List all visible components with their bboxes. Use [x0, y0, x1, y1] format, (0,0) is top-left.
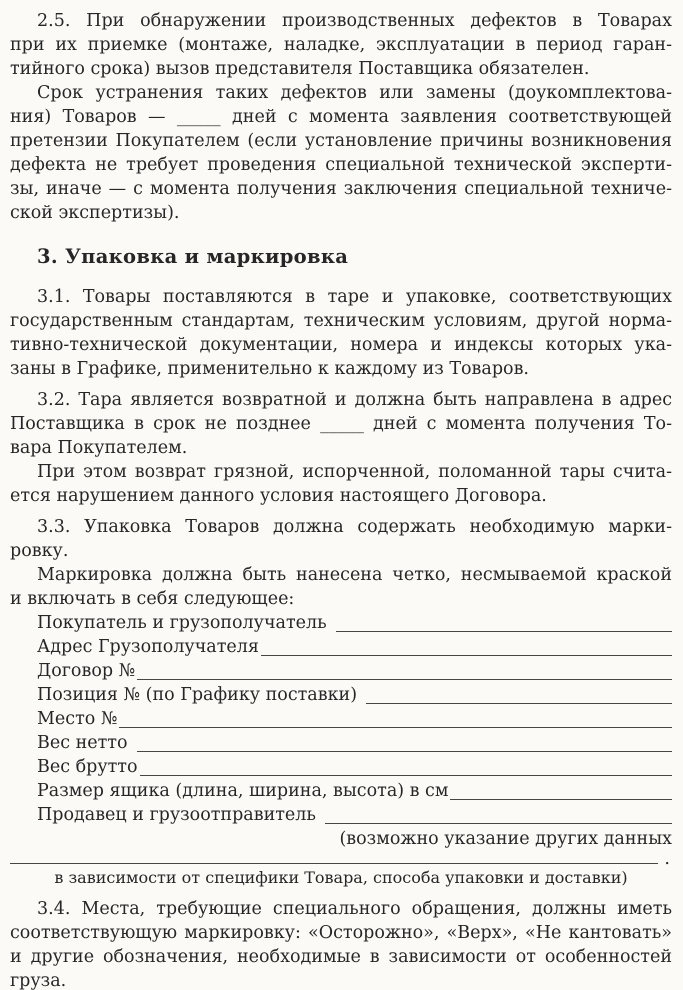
- form-blank-line: [366, 703, 672, 704]
- text-line: ется нарушением данного условия настоящего Договора.: [10, 486, 547, 506]
- form-blank-line: [137, 679, 672, 680]
- text-line: заны в Графике, применительно к каждому из Товаров.: [10, 359, 529, 379]
- text-line: тивно-технической документации, номера и индексы которых ука-: [10, 335, 672, 355]
- text-line: ской экспертизы).: [10, 203, 180, 223]
- blank-continuation-line: [10, 849, 672, 869]
- form-field-line: [37, 611, 672, 635]
- contract-paragraph: [10, 897, 672, 990]
- form-blank-line: [137, 751, 673, 752]
- text-line: и другие обозначения, необходимые в зависимости от особенностей: [10, 947, 672, 967]
- form-field-line: [37, 707, 672, 731]
- contract-paragraph: [10, 460, 672, 508]
- form-field-line: [37, 779, 672, 803]
- form-field-line: [37, 803, 672, 827]
- form-blank-line: [450, 799, 672, 800]
- contract-paragraph: [10, 9, 672, 81]
- text-line: и включать в себя следующее:: [10, 589, 295, 609]
- text-line: Срок устранения таких дефектов или замены (доукомплектова-: [37, 83, 672, 103]
- text-line: соответствующую маркировку: «Осторожно», «Верх», «Не кантовать»: [10, 923, 672, 943]
- form-field-label: Размер ящика (длина, ширина, высота) в см: [37, 781, 449, 801]
- text-line: вара Покупателем.: [10, 438, 188, 458]
- text-line: дефекта не требует проведения специальной технической эксперти-: [10, 155, 672, 175]
- form-field-label: Место №: [37, 709, 118, 729]
- text-line: ровку.: [10, 541, 69, 561]
- contract-paragraph: [10, 81, 672, 225]
- text-line: зы, иначе — с момента получения заключения специальной техниче-: [10, 179, 672, 199]
- contract-paragraph: [10, 285, 672, 381]
- form-field-line: [37, 683, 672, 707]
- form-field-label: Продавец и грузоотправитель: [37, 805, 316, 825]
- form-blank-line: [336, 631, 672, 632]
- contract-paragraph: [10, 563, 672, 611]
- form-field-line: [37, 755, 672, 779]
- form-blank-line: [140, 775, 672, 776]
- contract-paragraph: [10, 388, 672, 460]
- section-heading: 3. Упаковка и маркировка: [37, 245, 349, 268]
- parenthetical-note: (возможно указание других данных: [339, 829, 672, 849]
- text-line: Маркировка должна быть нанесена четко, несмываемой краской: [37, 565, 672, 585]
- form-field-label: Вес брутто: [37, 757, 138, 777]
- form-blank-line: [119, 727, 672, 728]
- blank-rule-line: [10, 863, 658, 864]
- text-line: 3.1. Товары поставляются в таре и упаковке, соответствующих: [37, 287, 672, 307]
- form-field-label: Позиция № (по Графику поставки): [37, 685, 358, 705]
- text-line: 3.4. Места, требующие специального обращения, должны иметь: [37, 899, 672, 919]
- form-blank-line: [261, 655, 672, 656]
- form-field-label: Адрес Грузополучателя: [37, 637, 259, 657]
- text-line: ния) Товаров — _____ дней с момента заявления соответствующей: [10, 107, 672, 127]
- form-field-line: [37, 659, 672, 683]
- contract-paragraph: [10, 515, 672, 563]
- form-field-label: Покупатель и грузополучатель: [37, 613, 327, 633]
- text-line: государственным стандартам, техническим условиям, другой норма-: [10, 311, 672, 331]
- text-line: 3.2. Тара является возвратной и должна быть направлена в адрес: [37, 390, 672, 410]
- text-line: претензии Покупателем (если установление причины возникновения: [10, 131, 672, 151]
- form-field-label: Вес нетто: [37, 733, 128, 753]
- text-line: 3.3. Упаковка Товаров должна содержать необходимую марки-: [37, 517, 672, 537]
- parenthetical-note-continuation: в зависимости от специфики Товара, способа упаковки и доставки): [54, 868, 628, 887]
- form-field-line: [37, 731, 672, 755]
- text-line: Поставщика в срок не позднее _____ дней с момента получения То-: [10, 414, 672, 434]
- document-content: [10, 9, 672, 990]
- rule-period: .: [664, 849, 670, 869]
- form-blank-line: [325, 823, 672, 824]
- form-field-line: [37, 635, 672, 659]
- form-field-label: Договор №: [37, 661, 136, 681]
- text-line: при их приемке (монтаже, наладке, эксплуатации в период гаран-: [10, 35, 672, 55]
- text-line: тийного срока) вызов представителя Поставщика обязателен.: [10, 59, 590, 79]
- text-line: 2.5. При обнаружении производственных дефектов в Товарах: [37, 11, 672, 31]
- text-line: груза.: [10, 971, 67, 990]
- text-line: При этом возврат грязной, испорченной, поломанной тары счита-: [37, 462, 672, 482]
